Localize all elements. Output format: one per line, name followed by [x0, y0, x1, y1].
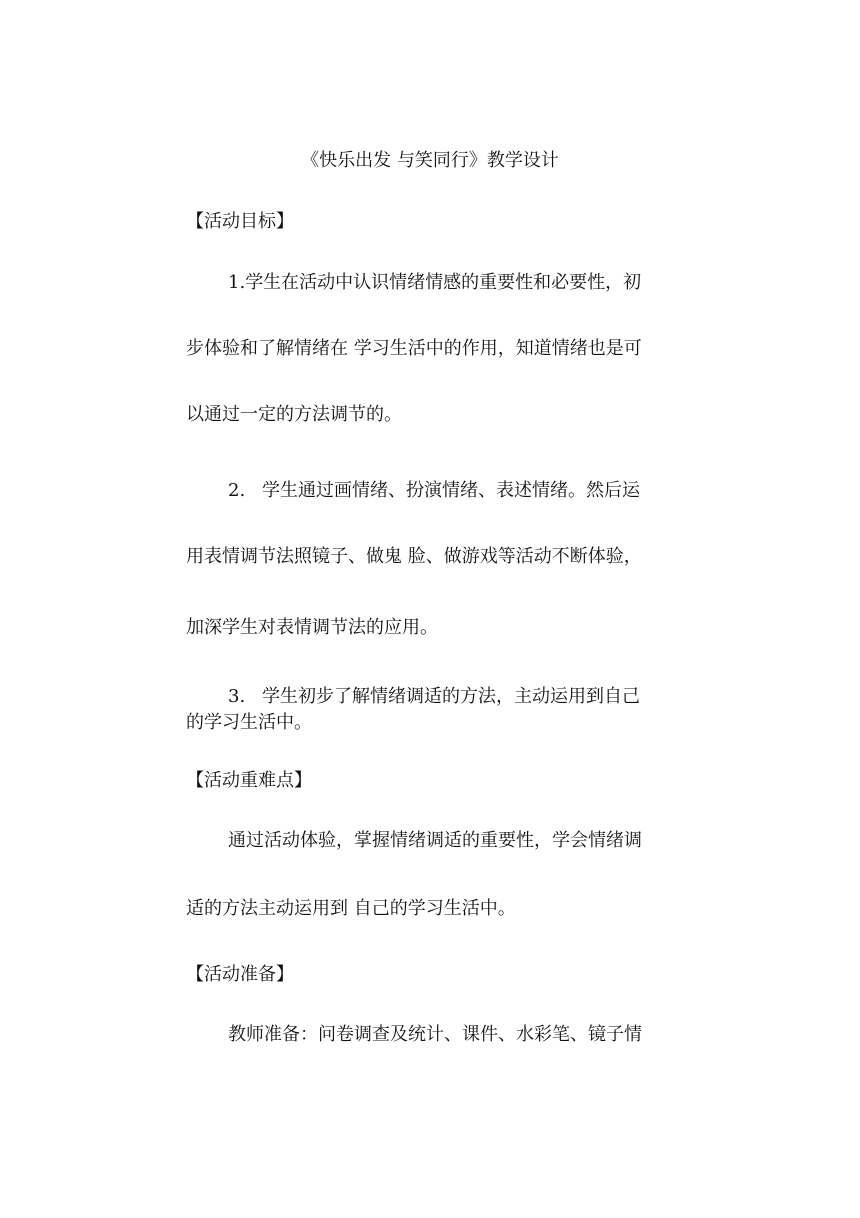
- goal-3-number: 3.: [228, 686, 246, 707]
- goal-2-line-1: [228, 479, 688, 503]
- goal-2-line-3: 加深学生对表情调节法的应用。: [186, 617, 438, 638]
- document-title: 《快乐出发 与笑同行》教学设计: [301, 150, 559, 171]
- goal-1-number: 1.: [228, 272, 246, 293]
- key-points-line-2: 适的方法主动运用到 自己的学习生活中。: [186, 898, 516, 919]
- goal-2-text-1: 学生通过画情绪、扮演情绪、表述情绪。然后运: [262, 480, 640, 501]
- goal-1-line-3: 以通过一定的方法调节的。: [186, 404, 402, 425]
- section-heading-preparation: 【活动准备】: [186, 964, 294, 985]
- key-points-line-1: 通过活动体验，掌握情绪调适的重要性，学会情绪调: [228, 830, 642, 851]
- goal-3-line-2: 的学习生活中。: [186, 712, 312, 733]
- goal-3-text-1: 学生初步了解情绪调适的方法，主动运用到自己: [262, 686, 640, 707]
- goal-2-number: 2.: [228, 480, 246, 501]
- section-heading-goals: 【活动目标】: [186, 211, 294, 232]
- goal-1-text-1: 学生在活动中认识情绪情感的重要性和必要性，初: [245, 272, 642, 293]
- goal-1-line-1: [228, 271, 688, 295]
- goal-1-line-2: 步体验和了解情绪在 学习生活中的作用，知道情绪也是可: [186, 338, 642, 359]
- section-heading-key-points: 【活动重难点】: [186, 770, 312, 791]
- preparation-line-1: 教师准备：问卷调查及统计、课件、水彩笔、镜子情: [228, 1024, 642, 1045]
- goal-3-line-1: [228, 685, 688, 709]
- goal-2-line-2: 用表情调节法照镜子、做鬼 脸、做游戏等活动不断体验，: [186, 546, 642, 567]
